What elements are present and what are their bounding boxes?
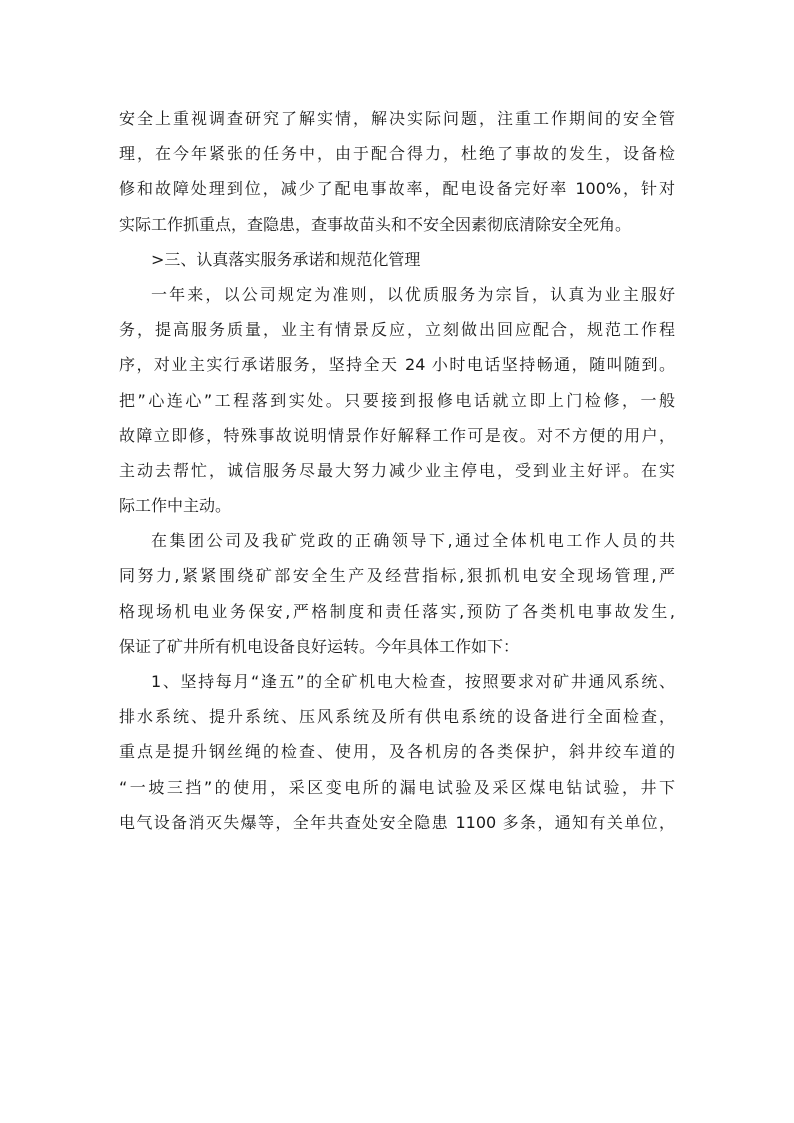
paragraph-group-leadership (119, 523, 675, 664)
text-line: 同努力,紧紧围绕矿部安全生产及经营指标,狠抓机电安全现场管理,严 (119, 566, 675, 586)
document-body (119, 101, 675, 840)
text-line: 安全上重视调查研究了解实情，解决实际问题，注重工作期间的安全管 (119, 109, 675, 128)
text-line: 格现场机电业务保安,严格制度和责任落实,预防了各类机电事故发生, (119, 601, 675, 621)
text-line: 务，提高服务质量，业主有情景反应，立刻做出回应配合，规范工作程 (119, 320, 675, 340)
text-line: 实际工作抓重点，查隐患，查事故苗头和不安全因素彻底清除安全死角。 (119, 214, 632, 234)
text-line: 理，在今年紧张的任务中，由于配合得力，杜绝了事故的发生，设备检 (119, 144, 675, 164)
text-line: 把”心连心”工程落到实处。只要接到报修电话就立即上门检修，一般 (119, 390, 675, 410)
text-line: 电气设备消灭失爆等，全年共查处安全隐患 1100 多条，通知有关单位， (119, 812, 675, 832)
text-line: 修和故障处理到位，减少了配电事故率，配电设备完好率 100%，针对 (119, 179, 675, 199)
text-line: 重点是提升钢丝绳的检查、使用，及各机房的各类保护，斜井绞车道的 (119, 742, 675, 762)
text-line: 故障立即修，特殊事故说明情景作好解释工作可是夜。对不方便的用户， (119, 425, 675, 445)
text-line: 排水系统、提升系统、压风系统及所有供电系统的设备进行全面检查， (119, 707, 675, 727)
text-line: 在集团公司及我矿党政的正确领导下,通过全体机电工作人员的共 (151, 531, 675, 551)
section-heading (119, 242, 675, 277)
text-line: “一坡三挡”的使用，采区变电所的漏电试验及采区煤电钻试验，井下 (119, 777, 675, 797)
paragraph-monthly-inspection (119, 664, 675, 840)
paragraph-safety-management (119, 101, 675, 242)
text-line: 际工作中主动。 (119, 496, 232, 516)
paragraph-service-commitment (119, 277, 675, 523)
text-line: 序，对业主实行承诺服务，坚持全天 24 小时电话坚持畅通，随叫随到。 (119, 355, 675, 375)
heading-line: >三、认真落实服务承诺和规范化管理 (151, 249, 421, 269)
text-line: 主动去帮忙，诚信服务尽最大努力减少业主停电，受到业主好评。在实 (119, 460, 675, 480)
text-line: 一年来，以公司规定为准则，以优质服务为宗旨，认真为业主服好 (151, 284, 675, 304)
text-line: 保证了矿井所有机电设备良好运转。今年具体工作如下： (119, 636, 520, 656)
text-line: 1、坚持每月“逢五”的全矿机电大检查，按照要求对矿井通风系统、 (151, 672, 675, 691)
